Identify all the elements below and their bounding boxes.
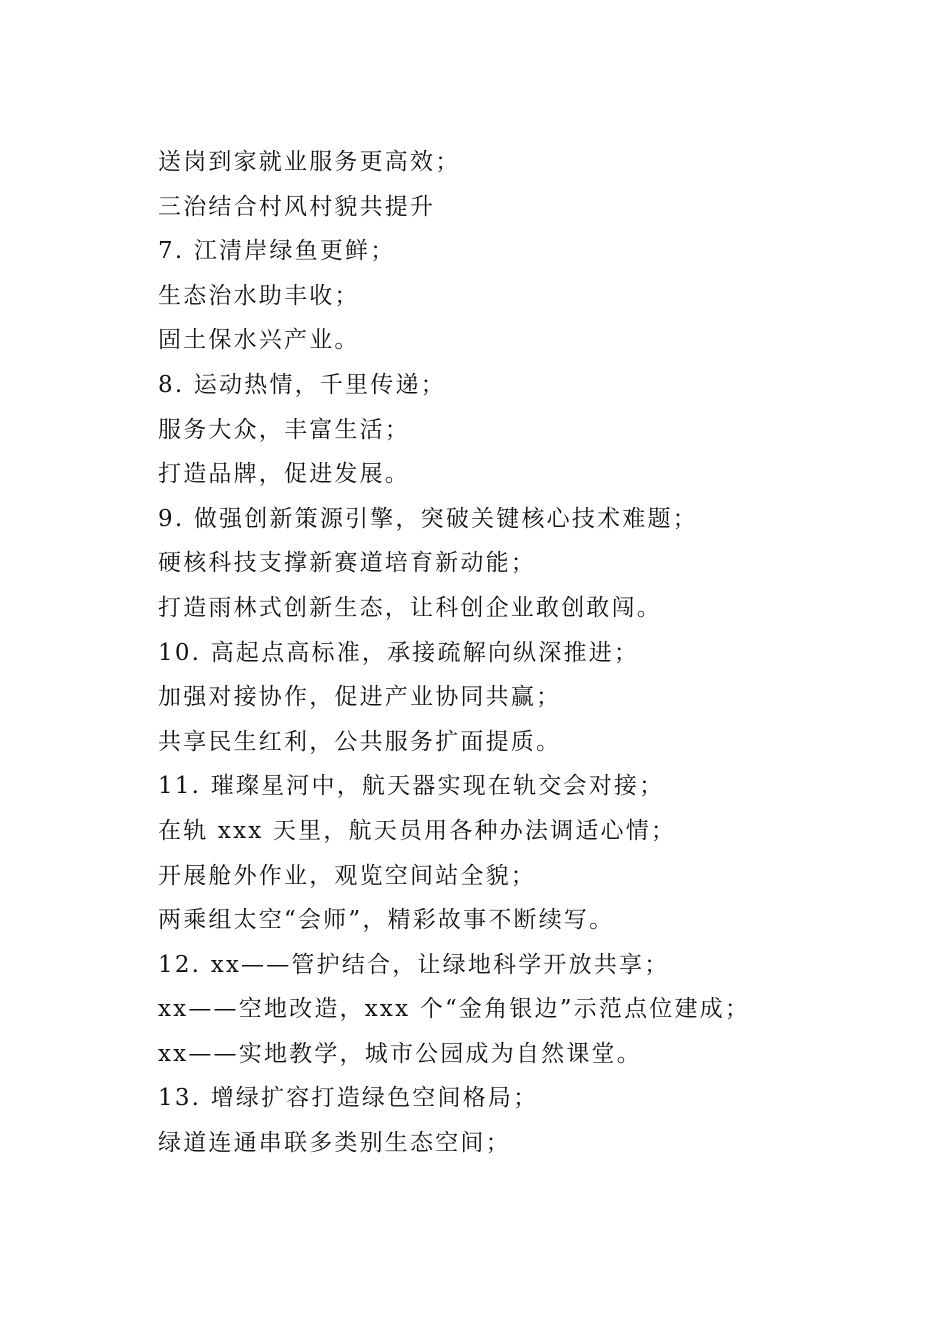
document-body: [158, 140, 898, 1166]
text-line-17: 开展舱外作业，观览空间站全貌；: [158, 862, 536, 889]
text-line-13: 加强对接协作，促进产业协同共赢；: [158, 684, 562, 711]
text-line-10: 硬核科技支撑新赛道培育新动能；: [158, 550, 536, 577]
text-line-5: 固土保水兴产业。: [158, 327, 360, 354]
text-line-19: 12. xx——管护结合，让绿地科学开放共享；: [158, 951, 670, 978]
text-line-8: 打造品牌，促进发展。: [158, 461, 410, 488]
text-line-14: 共享民生红利，公共服务扩面提质。: [158, 728, 562, 755]
text-line-3: 7. 江清岸绿鱼更鲜；: [158, 238, 396, 265]
text-line-2: 三治结合村风村貌共提升: [158, 193, 436, 220]
text-line-9: 9. 做强创新策源引擎，突破关键核心技术难题；: [158, 505, 698, 532]
text-line-21: xx——实地教学，城市公园成为自然课堂。: [158, 1040, 642, 1067]
text-line-1: 送岗到家就业服务更高效；: [158, 149, 461, 175]
text-line-23: 绿道连通串联多类别生态空间；: [158, 1130, 511, 1157]
text-line-7: 服务大众，丰富生活；: [158, 416, 410, 443]
text-line-12: 10. 高起点高标准，承接疏解向纵深推进；: [158, 639, 640, 666]
text-line-11: 打造雨林式创新生态，让科创企业敢创敢闯。: [158, 594, 662, 621]
text-line-18: 两乘组太空“会师”，精彩故事不断续写。: [158, 907, 615, 934]
text-line-22: 13. 增绿扩容打造绿色空间格局；: [158, 1085, 539, 1112]
text-line-6: 8. 运动热情，千里传递；: [158, 371, 446, 398]
text-line-16: 在轨 xxx 天里，航天员用各种办法调适心情；: [158, 817, 677, 844]
text-line-15: 11. 璀璨星河中，航天器实现在轨交会对接；: [158, 773, 665, 800]
text-line-4: 生态治水助丰收；: [158, 282, 360, 309]
text-line-20: xx——空地改造，xxx 个“金角银边”示范点位建成；: [158, 996, 751, 1023]
